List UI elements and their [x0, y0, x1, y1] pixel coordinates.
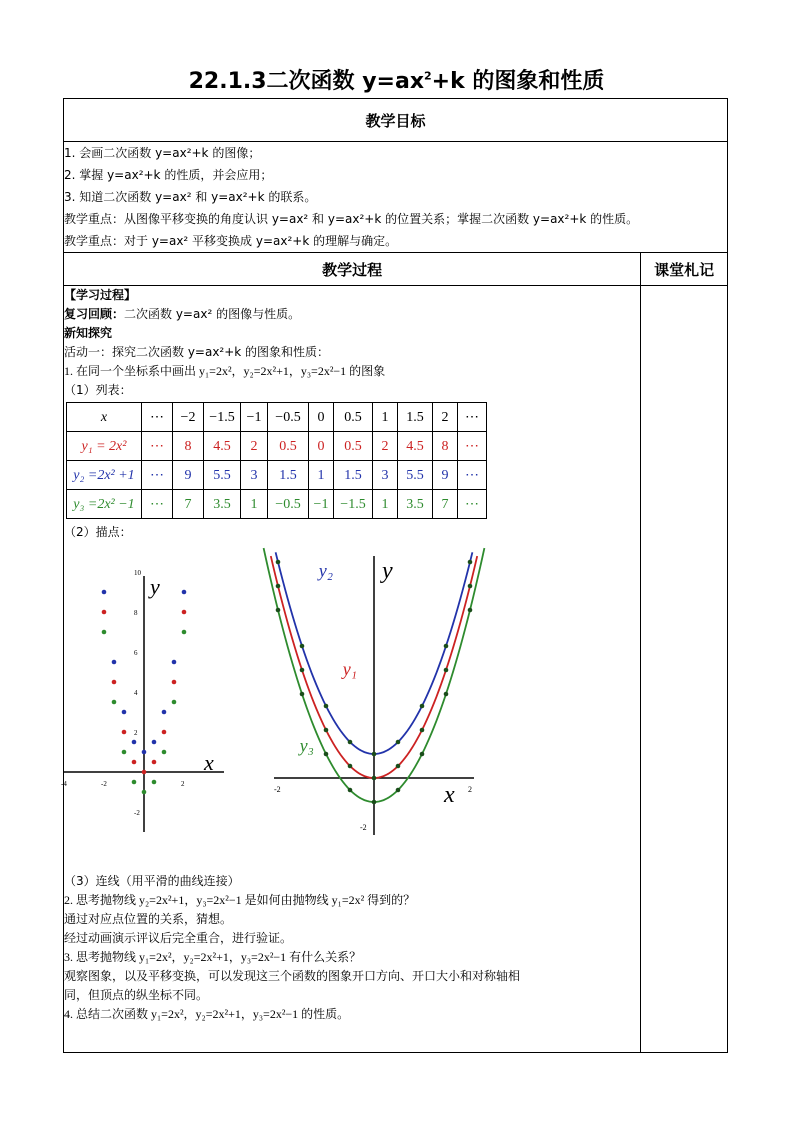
data-point [152, 740, 157, 745]
table-cell: 7 [173, 490, 204, 519]
y-tick-label: 8 [134, 609, 138, 617]
table-header-cell: 0.5 [334, 403, 373, 432]
data-point [396, 788, 401, 793]
data-point [276, 608, 281, 613]
table-cell: 0 [309, 432, 334, 461]
table-cell: 8 [433, 432, 458, 461]
plot-label: （2）描点： [64, 525, 132, 539]
x-tick-label: 2 [468, 785, 472, 794]
y-axis-label: y [382, 558, 393, 584]
data-point [162, 750, 167, 755]
table-row [67, 490, 487, 519]
data-point [102, 590, 107, 595]
data-point [324, 704, 329, 709]
new-heading: 新知探究 [64, 326, 113, 340]
data-point [122, 730, 127, 735]
table-row [67, 432, 487, 461]
data-point [372, 776, 377, 781]
x-axis-label: x [204, 750, 214, 775]
x-tick-label: -2 [274, 785, 281, 794]
parabola-plot [274, 550, 489, 850]
data-point [152, 760, 157, 765]
answer-2a: 通过对应点位置的关系，猜想。 [64, 912, 233, 926]
difficulty-point: 教学重点：对于 y=ax² 平移变换成 y=ax²+k 的理解与确定。 [64, 234, 398, 248]
data-point [348, 788, 353, 793]
data-point [172, 680, 177, 685]
data-point [102, 630, 107, 635]
table-cell: 4.5 [398, 432, 433, 461]
scatter-plot [61, 569, 239, 872]
table-cell: ⋯ [458, 432, 487, 461]
table-header-cell: 1.5 [398, 403, 433, 432]
data-point [348, 764, 353, 769]
y-tick-label: 10 [134, 569, 141, 577]
table-cell: 8 [173, 432, 204, 461]
data-point [372, 752, 377, 757]
table-cell: 3.5 [204, 490, 241, 519]
data-point [444, 668, 449, 673]
question-4: 4. 总结二次函数 y₁=2x²，y₂=2x²+1，y₃=2x²−1 的性质。 [64, 1007, 350, 1021]
activity-line: 活动一：探究二次函数 y=ax²+k 的图象和性质： [64, 345, 330, 359]
data-point [172, 660, 177, 665]
process-cell [61, 286, 641, 1053]
table-cell: 1 [373, 490, 398, 519]
table-header-cell: −2 [173, 403, 204, 432]
table-cell: 2 [373, 432, 398, 461]
table-cell: 4.5 [204, 432, 241, 461]
data-point [132, 740, 137, 745]
table-cell: 3 [373, 461, 398, 490]
goal-item: 3. 知道二次函数 y=ax² 和 y=ax²+k 的联系。 [64, 190, 317, 204]
data-point [162, 710, 167, 715]
data-point [420, 704, 425, 709]
data-point [468, 608, 473, 613]
y-tick-label: -2 [134, 809, 140, 817]
goal-item: 1. 会画二次函数 y=ax²+k 的图像； [64, 146, 261, 160]
data-point [102, 610, 107, 615]
y-tick-label: -2 [360, 823, 367, 832]
data-point [132, 780, 137, 785]
table-header-cell: 1 [373, 403, 398, 432]
table-cell: −1.5 [334, 490, 373, 519]
notes-cell [641, 286, 728, 1053]
data-point [300, 692, 305, 697]
graphs-area [61, 542, 640, 872]
data-point [300, 644, 305, 649]
table-cell: ⋯ [142, 461, 173, 490]
table-cell: 2 [241, 432, 268, 461]
data-point [444, 644, 449, 649]
connect-line: （3）连线（用平滑的曲线连接） [64, 874, 240, 888]
table-cell: 1.5 [268, 461, 309, 490]
data-point [396, 764, 401, 769]
row-label: y₃ =2x² −1 [67, 490, 142, 519]
y-axis-label: y [150, 574, 160, 599]
table-cell: 5.5 [204, 461, 241, 490]
table-cell: 3 [241, 461, 268, 490]
row-label: y₂ =2x² +1 [67, 461, 142, 490]
table-header-cell: 0 [309, 403, 334, 432]
data-point [142, 750, 147, 755]
series-label-y2: y₂ [318, 560, 334, 581]
table-row [67, 461, 487, 490]
data-point [276, 560, 281, 565]
data-point [122, 750, 127, 755]
table-header-cell: −0.5 [268, 403, 309, 432]
data-point [468, 584, 473, 589]
goal-item: 2. 掌握 y=ax²+k 的性质，并会应用； [64, 168, 273, 182]
data-point [348, 740, 353, 745]
table-header-cell: −1.5 [204, 403, 241, 432]
table-header-cell: −1 [241, 403, 268, 432]
table-cell: 9 [433, 461, 458, 490]
table-cell: ⋯ [142, 432, 173, 461]
table-cell: 0.5 [268, 432, 309, 461]
data-point [372, 800, 377, 805]
step1-line: 1. 在同一个坐标系中画出 y₁=2x²，y₂=2x²+1，y₃=2x²−1 的图象 [64, 364, 386, 378]
series-label-y1: y₁ [342, 658, 358, 679]
table-cell: 5.5 [398, 461, 433, 490]
study-heading: 【学习过程】 [64, 288, 137, 302]
data-point [172, 700, 177, 705]
data-point [324, 728, 329, 733]
data-point [112, 680, 117, 685]
table-cell: ⋯ [142, 490, 173, 519]
question-2: 2. 思考抛物线 y₂=2x²+1，y₃=2x²−1 是如何由抛物线 y₁=2x² 得到的？ [64, 893, 416, 907]
data-point [112, 700, 117, 705]
data-point [182, 610, 187, 615]
table-cell: 9 [173, 461, 204, 490]
data-point [122, 710, 127, 715]
table-cell: −0.5 [268, 490, 309, 519]
table-header-cell: 2 [433, 403, 458, 432]
data-point [112, 660, 117, 665]
lesson-table [63, 98, 728, 1053]
answer-2b: 经过动画演示评议后完全重合，进行验证。 [64, 931, 293, 945]
table-cell: ⋯ [458, 490, 487, 519]
data-point [420, 728, 425, 733]
data-point [152, 780, 157, 785]
table-cell: −1 [309, 490, 334, 519]
x-tick-label: 2 [181, 780, 185, 788]
goals-cell [64, 142, 728, 253]
value-table [66, 402, 487, 519]
y-tick-label: 6 [134, 649, 138, 657]
table-header-row [67, 403, 487, 432]
series-label-y3: y₃ [299, 735, 314, 756]
table-cell: 7 [433, 490, 458, 519]
data-point [182, 590, 187, 595]
data-point [182, 630, 187, 635]
table-cell: 1.5 [334, 461, 373, 490]
question-3: 3. 思考抛物线 y₁=2x²，y₂=2x²+1，y₃=2x²−1 有什么关系？ [64, 950, 362, 964]
table-header-cell: ⋯ [142, 403, 173, 432]
data-point [142, 790, 147, 795]
data-point [300, 668, 305, 673]
data-point [468, 560, 473, 565]
answer-3a: 观察图象，以及平移变换，可以发现这三个函数的图象开口方向、开口大小和对称轴相 [64, 969, 521, 983]
data-point [324, 752, 329, 757]
data-point [444, 692, 449, 697]
x-tick-label: -4 [61, 780, 67, 788]
page-title: 22.1.3二次函数 $y=ax^2+k$ 的图象和性质 [188, 69, 605, 94]
notes-header: 课堂札记 [641, 253, 728, 286]
data-point [142, 770, 147, 775]
table-cell: 1 [309, 461, 334, 490]
review-line: 复习回顾：二次函数 y=ax² 的图像与性质。 [64, 307, 301, 321]
table-cell: 3.5 [398, 490, 433, 519]
data-point [420, 752, 425, 757]
answer-3b: 同，但顶点的纵坐标不同。 [64, 988, 209, 1002]
process-header: 教学过程 [64, 253, 641, 286]
goals-header: 教学目标 [64, 99, 728, 142]
x-tick-label: -2 [101, 780, 107, 788]
row-label: y₁ = 2x² [67, 432, 142, 461]
y-tick-label: 2 [134, 729, 138, 737]
list-label: （1）列表： [64, 383, 132, 397]
table-header-cell: ⋯ [458, 403, 487, 432]
table-header-cell: x [67, 403, 142, 432]
table-cell: 0.5 [334, 432, 373, 461]
data-point [396, 740, 401, 745]
data-point [132, 760, 137, 765]
table-cell: ⋯ [458, 461, 487, 490]
x-axis-label: x [444, 782, 455, 808]
y-tick-label: 4 [134, 689, 138, 697]
table-cell: 1 [241, 490, 268, 519]
key-point: 教学重点：从图像平移变换的角度认识 y=ax² 和 y=ax²+k 的位置关系；掌握二次函数 y=ax²+k 的性质。 [64, 212, 639, 226]
data-point [162, 730, 167, 735]
data-point [276, 584, 281, 589]
